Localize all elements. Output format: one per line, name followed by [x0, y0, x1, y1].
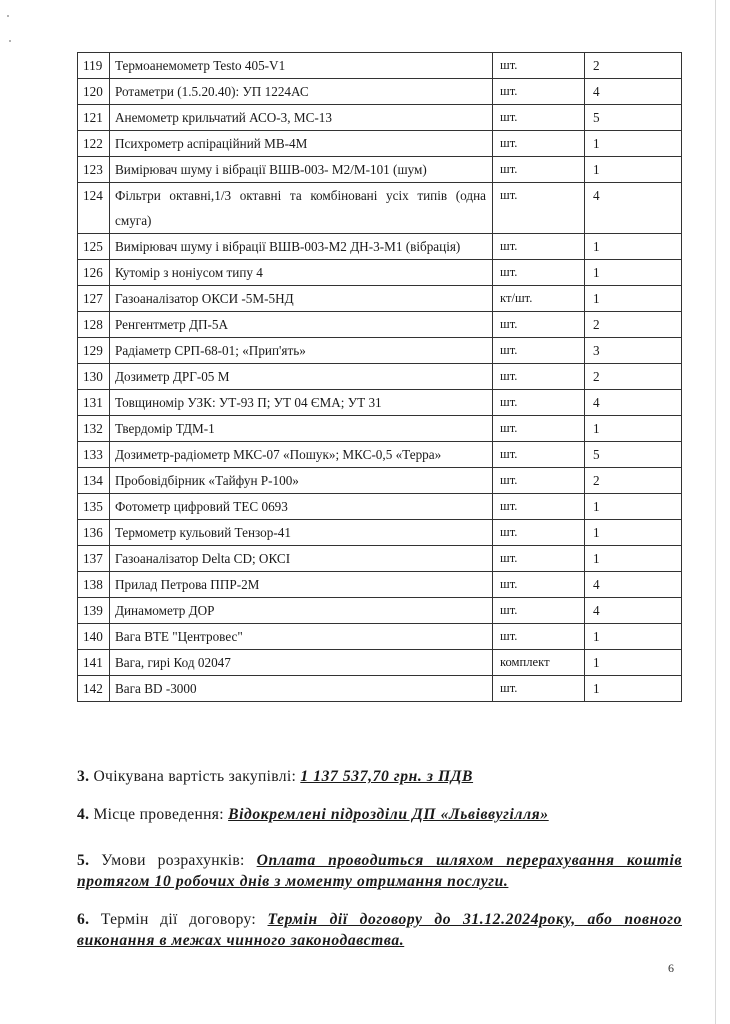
row-quantity: 1 — [585, 260, 682, 286]
row-quantity: 2 — [585, 364, 682, 390]
row-quantity: 4 — [585, 79, 682, 105]
row-quantity: 3 — [585, 338, 682, 364]
table-row — [78, 364, 682, 390]
row-name: Вимірювач шуму і вібрації ВШВ-003-М2 ДН-3-М1 (вібрація) — [110, 234, 493, 260]
row-name: Анемометр крильчатий АСО-3, МС-13 — [110, 105, 493, 131]
row-number: 140 — [78, 624, 110, 650]
row-number: 128 — [78, 312, 110, 338]
row-name: Термометр кульовий Тензор-41 — [110, 520, 493, 546]
table-row — [78, 131, 682, 157]
table-row — [78, 183, 682, 234]
table-row — [78, 312, 682, 338]
table-row — [78, 468, 682, 494]
table-row — [78, 598, 682, 624]
row-name: Ренгентметр ДП-5А — [110, 312, 493, 338]
row-quantity: 2 — [585, 312, 682, 338]
term-number: 4. — [77, 806, 90, 823]
row-unit: кт/шт. — [493, 286, 585, 312]
row-unit: шт. — [493, 494, 585, 520]
row-number: 126 — [78, 260, 110, 286]
page-edge — [715, 0, 716, 1024]
page-number: 6 — [668, 961, 674, 975]
row-number: 132 — [78, 416, 110, 442]
row-number: 136 — [78, 520, 110, 546]
term-number: 6. — [77, 911, 90, 928]
row-number: 131 — [78, 390, 110, 416]
row-unit: шт. — [493, 468, 585, 494]
row-number: 123 — [78, 157, 110, 183]
row-number: 130 — [78, 364, 110, 390]
table-row — [78, 286, 682, 312]
row-name: Прилад Петрова ППР-2М — [110, 572, 493, 598]
row-quantity: 1 — [585, 650, 682, 676]
row-number: 120 — [78, 79, 110, 105]
row-quantity: 5 — [585, 105, 682, 131]
row-number: 142 — [78, 676, 110, 702]
term-number: 5. — [77, 852, 90, 869]
row-unit: шт. — [493, 131, 585, 157]
table-row — [78, 105, 682, 131]
term-label: Умови розрахунків: — [101, 852, 245, 869]
row-unit: шт. — [493, 338, 585, 364]
row-name: Радіаметр СРП-68-01; «Прип'ять» — [110, 338, 493, 364]
row-number: 124 — [78, 183, 110, 234]
row-quantity: 2 — [585, 468, 682, 494]
row-unit: шт. — [493, 234, 585, 260]
row-number: 135 — [78, 494, 110, 520]
term-cost — [77, 768, 682, 786]
row-number: 141 — [78, 650, 110, 676]
row-name: Вага, гирі Код 02047 — [110, 650, 493, 676]
table-row — [78, 572, 682, 598]
row-quantity: 4 — [585, 390, 682, 416]
term-value: Термін дії договору до 31.12.2024року, або повного виконання в межах чинного законодавства. — [77, 911, 682, 949]
row-name: Дозиметр-радіометр МКС-07 «Пошук»; МКС-0,5 «Терра» — [110, 442, 493, 468]
row-unit: шт. — [493, 312, 585, 338]
row-name: Газоаналізатор Delta CD; ОКСІ — [110, 546, 493, 572]
table-row — [78, 650, 682, 676]
table-row — [78, 338, 682, 364]
row-quantity: 1 — [585, 234, 682, 260]
table-row — [78, 494, 682, 520]
row-name: Товщиномір УЗК: УТ-93 П; УТ 04 ЄМА; УТ 31 — [110, 390, 493, 416]
row-number: 122 — [78, 131, 110, 157]
row-name: Газоаналізатор ОКСИ -5М-5НД — [110, 286, 493, 312]
row-unit: шт. — [493, 260, 585, 286]
table-row — [78, 53, 682, 79]
row-number: 125 — [78, 234, 110, 260]
row-quantity: 4 — [585, 572, 682, 598]
row-number: 134 — [78, 468, 110, 494]
row-quantity: 1 — [585, 520, 682, 546]
row-name: Динамометр ДОР — [110, 598, 493, 624]
term-payment — [77, 850, 682, 892]
term-contract — [77, 909, 682, 951]
table-row — [78, 260, 682, 286]
table-row — [78, 442, 682, 468]
row-name: Ротаметри (1.5.20.40): УП 1224АС — [110, 79, 493, 105]
row-name: Фотометр цифровий ТЕС 0693 — [110, 494, 493, 520]
term-number: 3. — [77, 768, 90, 785]
row-quantity: 1 — [585, 131, 682, 157]
table-row — [78, 157, 682, 183]
row-unit: шт. — [493, 676, 585, 702]
row-quantity: 1 — [585, 157, 682, 183]
row-number: 133 — [78, 442, 110, 468]
table-row — [78, 416, 682, 442]
equipment-table-body — [78, 53, 682, 702]
row-unit: шт. — [493, 364, 585, 390]
row-unit: шт. — [493, 79, 585, 105]
term-place — [77, 806, 682, 824]
row-number: 129 — [78, 338, 110, 364]
row-unit: шт. — [493, 390, 585, 416]
row-name: Дозиметр ДРГ-05 М — [110, 364, 493, 390]
row-unit: шт. — [493, 624, 585, 650]
row-unit: шт. — [493, 546, 585, 572]
row-number: 121 — [78, 105, 110, 131]
term-label: Місце проведення: — [93, 806, 224, 823]
table-row — [78, 520, 682, 546]
row-quantity: 4 — [585, 183, 682, 234]
row-name: Фільтри октавні,1/3 октавні та комбіновані усіх типів (одна смуга) — [110, 183, 493, 234]
row-quantity: 1 — [585, 546, 682, 572]
term-label: Очікувана вартість закупівлі: — [93, 768, 297, 785]
row-quantity: 1 — [585, 676, 682, 702]
row-unit: комплект — [493, 650, 585, 676]
row-name: Твердомір ТДМ-1 — [110, 416, 493, 442]
row-number: 127 — [78, 286, 110, 312]
term-value: Відокремлені підрозділи ДП «Львіввугілля» — [228, 806, 549, 823]
row-quantity: 4 — [585, 598, 682, 624]
row-unit: шт. — [493, 442, 585, 468]
row-unit: шт. — [493, 157, 585, 183]
table-row — [78, 234, 682, 260]
table-row — [78, 546, 682, 572]
row-quantity: 1 — [585, 416, 682, 442]
term-value: 1 137 537,70 грн. з ПДВ — [300, 768, 474, 785]
row-number: 138 — [78, 572, 110, 598]
row-name: Вимірювач шуму і вібрації ВШВ-003- М2/М-101 (шум) — [110, 157, 493, 183]
row-quantity: 1 — [585, 286, 682, 312]
row-number: 119 — [78, 53, 110, 79]
row-quantity: 2 — [585, 53, 682, 79]
row-name: Пробовідбірник «Тайфун Р-100» — [110, 468, 493, 494]
row-name: Кутомір з ноніусом типу 4 — [110, 260, 493, 286]
equipment-table — [77, 52, 682, 702]
row-unit: шт. — [493, 520, 585, 546]
row-unit: шт. — [493, 183, 585, 234]
row-name: Вага ВТЕ "Центровес" — [110, 624, 493, 650]
table-row — [78, 676, 682, 702]
row-unit: шт. — [493, 105, 585, 131]
term-value: Оплата проводиться шляхом перерахування коштів протягом 10 робочих днів з моменту отримання послуги. — [77, 852, 683, 890]
table-row — [78, 390, 682, 416]
row-unit: шт. — [493, 416, 585, 442]
row-unit: шт. — [493, 53, 585, 79]
table-row — [78, 624, 682, 650]
row-quantity: 5 — [585, 442, 682, 468]
table-row — [78, 79, 682, 105]
term-label: Термін дії договору: — [100, 911, 256, 928]
row-name: Вага BD -3000 — [110, 676, 493, 702]
row-quantity: 1 — [585, 494, 682, 520]
row-unit: шт. — [493, 572, 585, 598]
row-quantity: 1 — [585, 624, 682, 650]
row-name: Психрометр аспіраційний МВ-4М — [110, 131, 493, 157]
row-name: Термоанемометр Testo 405-V1 — [110, 53, 493, 79]
row-number: 137 — [78, 546, 110, 572]
row-unit: шт. — [493, 598, 585, 624]
row-number: 139 — [78, 598, 110, 624]
